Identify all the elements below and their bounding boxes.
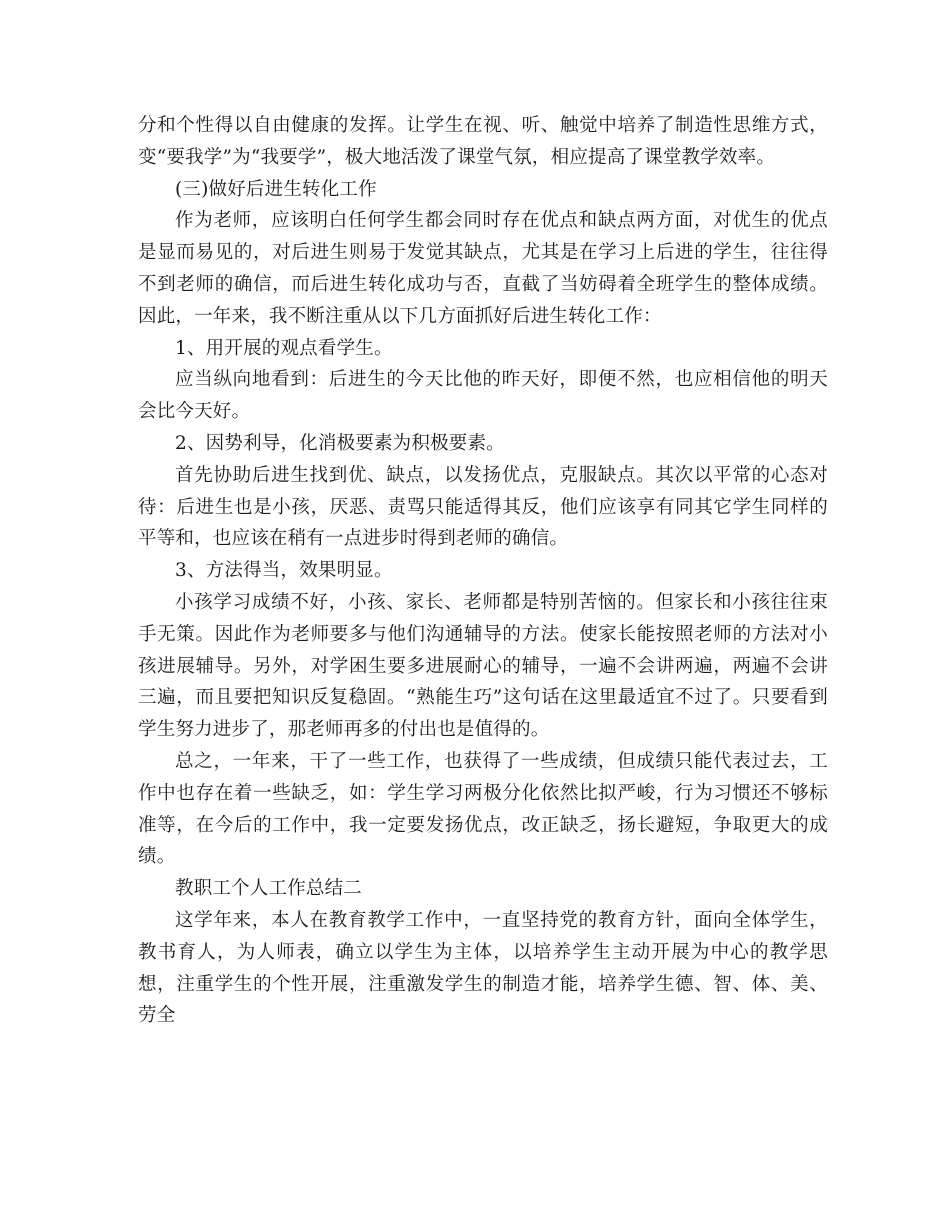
list-item-heading: 3、方法得当，效果明显。 [175, 560, 393, 582]
paragraph: 作为老师，应该明白任何学生都会同时存在优点和缺点两方面，对优生的优点是显而易见的，对后进生则易于发觉其缺点，尤其是在学习上后进的学生，往往得不到老师的确信，而后进生转化成功与否，直截了当妨碍着全班学生的整体成绩。因此，一年来，我不断注重从以下几方面抓好后进生转化工作： [138, 210, 828, 327]
paragraph: 这学年来，本人在教育教学工作中，一直坚持党的教育方针，面向全体学生，教书育人，为人师表，确立以学生为主体，以培养学生主动开展为中心的教学思想，注重学生的个性开展，注重激发学生的制造才能，培养学生德、智、体、美、劳全 [138, 909, 828, 1027]
paragraph: 总之，一年来，干了一些工作，也获得了一些成绩，但成绩只能代表过去，工作中也存在着一些缺乏，如：学生学习两极分化依然比拟严峻，行为习惯还不够标准等，在今后的工作中，我一定要发扬优点，改正缺乏，扬长避短，争取更大的成绩。 [138, 750, 828, 868]
paragraph: 小孩学习成绩不好，小孩、家长、老师都是特别苦恼的。但家长和小孩往往束手无策。因此作为老师要多与他们沟通辅导的方法。使家长能按照老师的方法对小孩进展辅导。另外，对学困生要多进展耐心的辅导，一遍不会讲两遍，两遍不会讲三遍，而且要把知识反复稳固。“熟能生巧”这句话在这里最适宜不过了。只要看到学生努力进步了，那老师再多的付出也是值得的。 [138, 591, 828, 741]
document-body [138, 110, 828, 1032]
paragraph: 分和个性得以自由健康的发挥。让学生在视、听、触觉中培养了制造性思维方式，变“要我学”为“我要学”，极大地活泼了课堂气氛，相应提高了课堂教学效率。 [138, 115, 828, 168]
paragraph: 首先协助后进生找到优、缺点，以发扬优点，克服缺点。其次以平常的心态对待：后进生也是小孩，厌恶、责骂只能适得其反，他们应该享有同其它学生同样的平等和，也应该在稍有一点进步时得到老师的确信。 [138, 464, 828, 550]
list-item-heading: 2、因势利导，化消极要素为积极要素。 [175, 432, 505, 454]
section-title: 教职工个人工作总结二 [175, 878, 363, 900]
paragraph: 应当纵向地看到：后进生的今天比他的昨天好，即便不然，也应相信他的明天会比今天好。 [138, 369, 828, 423]
list-item-heading: 1、用开展的观点看学生。 [175, 337, 393, 359]
section-heading: (三)做好后进生转化工作 [175, 178, 377, 200]
